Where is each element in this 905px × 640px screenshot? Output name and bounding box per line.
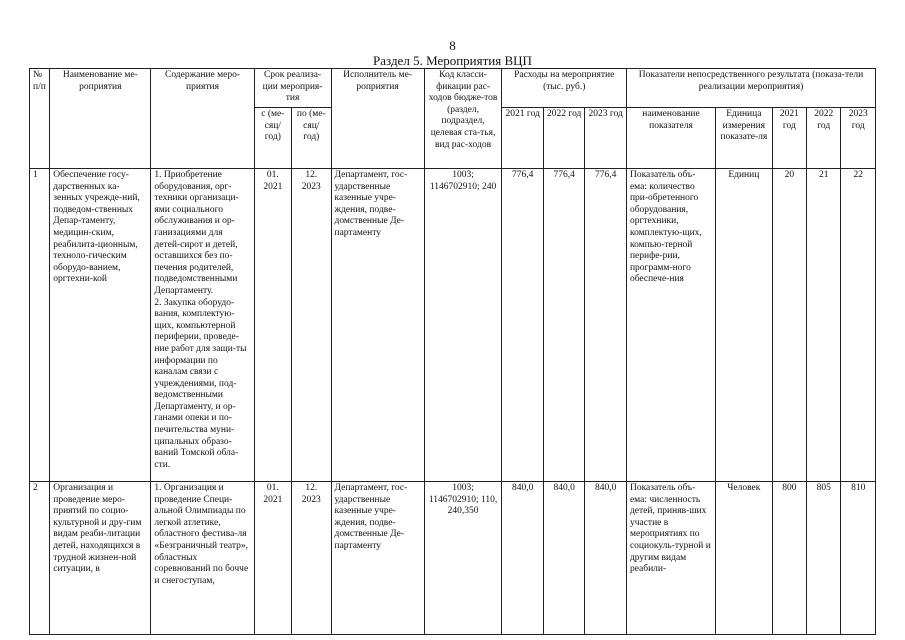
row-expense-2021: 840,0 — [502, 482, 543, 635]
row-result-2022: 21 — [807, 169, 841, 482]
row-result-2023: 810 — [841, 482, 876, 635]
section-title: Раздел 5. Мероприятия ВЦП — [373, 53, 532, 68]
row-budget-code: 1003; 1146702910; 110, 240,350 — [424, 482, 502, 635]
row-event-name: Организация и проведение меро-приятий по социо-культурной и дру-гим видам реаби-литации детей, находящихся в трудной жизнен-ной ситуации, в — [50, 482, 151, 635]
header-num: № п/п — [30, 69, 50, 169]
events-table — [29, 68, 876, 635]
row-unit: Человек — [716, 482, 773, 635]
row-expense-2023: 840,0 — [585, 482, 627, 635]
header-res-2021: 2021 год — [772, 108, 806, 169]
header-exp-2021: 2021 год — [502, 108, 543, 169]
header-res-2022: 2022 год — [807, 108, 841, 169]
row-indicator: Показатель объ-ема: количество при-обретенного оборудования, оргтехники, комплектую-щих, компью-терной перифе-рии, программ-ного обеспече-ния — [626, 169, 715, 482]
row-expense-2021: 776,4 — [502, 169, 543, 482]
header-indicator-name: наименование показателя — [626, 108, 715, 169]
header-unit: Единица измерения показате-ля — [716, 108, 773, 169]
page-number: 8 — [449, 38, 456, 53]
row-expense-2022: 776,4 — [543, 169, 584, 482]
row-executor: Департамент, гос-ударственные казенные учре-ждения, подве-домственные Де-партаменту — [331, 482, 424, 635]
row-period-from: 01. 2021 — [254, 169, 291, 482]
header-period: Срок реализа-ции мероприя-тия — [254, 69, 331, 108]
row-event-content: 1. Организация и проведение Специ-альной Олимпиады по легкой атлетике, областного фестива-ля «Безграничный театр», областных соревнований по бочче и снегоступам, — [151, 482, 254, 635]
header-res-2023: 2023 год — [841, 108, 876, 169]
row-num: 2 — [30, 482, 50, 635]
row-event-content: 1. Приобретение оборудования, орг-техники организаци-ями социального обслуживания и ор-ганизациями для детей-сирот и детей, оставшихся без по-печения родителей, подведомственными Департаменту. 2. Закупка оборудо-вания, комплектую-щих, компьютерной периферии, проведе-ние работ для защи-ты информации по каналам связи с учреждениями, под-ведомственными Департаменту, и ор-ганами опеки и по-печительства муни-ципальных образо-ваний Томской обла-сти. — [151, 169, 254, 482]
header-row-top — [30, 69, 876, 108]
row-expense-2023: 776,4 — [585, 169, 627, 482]
header-results: Показатели непосредственного результата (показа-тели реализации мероприятия) — [626, 69, 875, 108]
header-period-to: по (ме-сяц/ год) — [292, 108, 331, 169]
row-result-2023: 22 — [841, 169, 876, 482]
header-executor: Исполнитель ме-роприятия — [331, 69, 424, 169]
row-result-2022: 805 — [807, 482, 841, 635]
header-expenses: Расходы на мероприятие (тыс. руб.) — [502, 69, 626, 108]
header-period-from: с (ме-сяц/ год) — [254, 108, 291, 169]
row-unit: Единиц — [716, 169, 773, 482]
table-row — [30, 169, 876, 482]
row-budget-code: 1003; 1146702910; 240 — [424, 169, 502, 482]
row-executor: Департамент, гос-ударственные казенные учре-ждения, подве-домственные Де-партаменту — [331, 169, 424, 482]
row-period-to: 12. 2023 — [292, 482, 331, 635]
row-indicator: Показатель объ-ема: численность детей, приняв-ших участие в мероприятиях по социокуль-турной и другим видам реабили- — [626, 482, 715, 635]
header-exp-2022: 2022 год — [543, 108, 584, 169]
row-event-name: Обеспечение госу-дарственных ка-зенных учрежде-ний, подведом-ственных Депар-таменту, медицин-ским, реабилита-ционным, техноло-гическим оборудо-ванием, оргтехни-кой — [50, 169, 151, 482]
row-result-2021: 800 — [772, 482, 806, 635]
row-num: 1 — [30, 169, 50, 482]
header-content: Содержание меро-приятия — [151, 69, 254, 169]
row-period-to: 12. 2023 — [292, 169, 331, 482]
row-expense-2022: 840,0 — [543, 482, 584, 635]
row-period-from: 01. 2021 — [254, 482, 291, 635]
table-row — [30, 482, 876, 635]
header-code: Код класси-фикации рас-ходов бюдже-тов (раздел, подраздел, целевая ста-тья, вид рас-ходов — [424, 69, 502, 169]
header-name: Наименование ме-роприятия — [50, 69, 151, 169]
row-result-2021: 20 — [772, 169, 806, 482]
header-exp-2023: 2023 год — [585, 108, 627, 169]
